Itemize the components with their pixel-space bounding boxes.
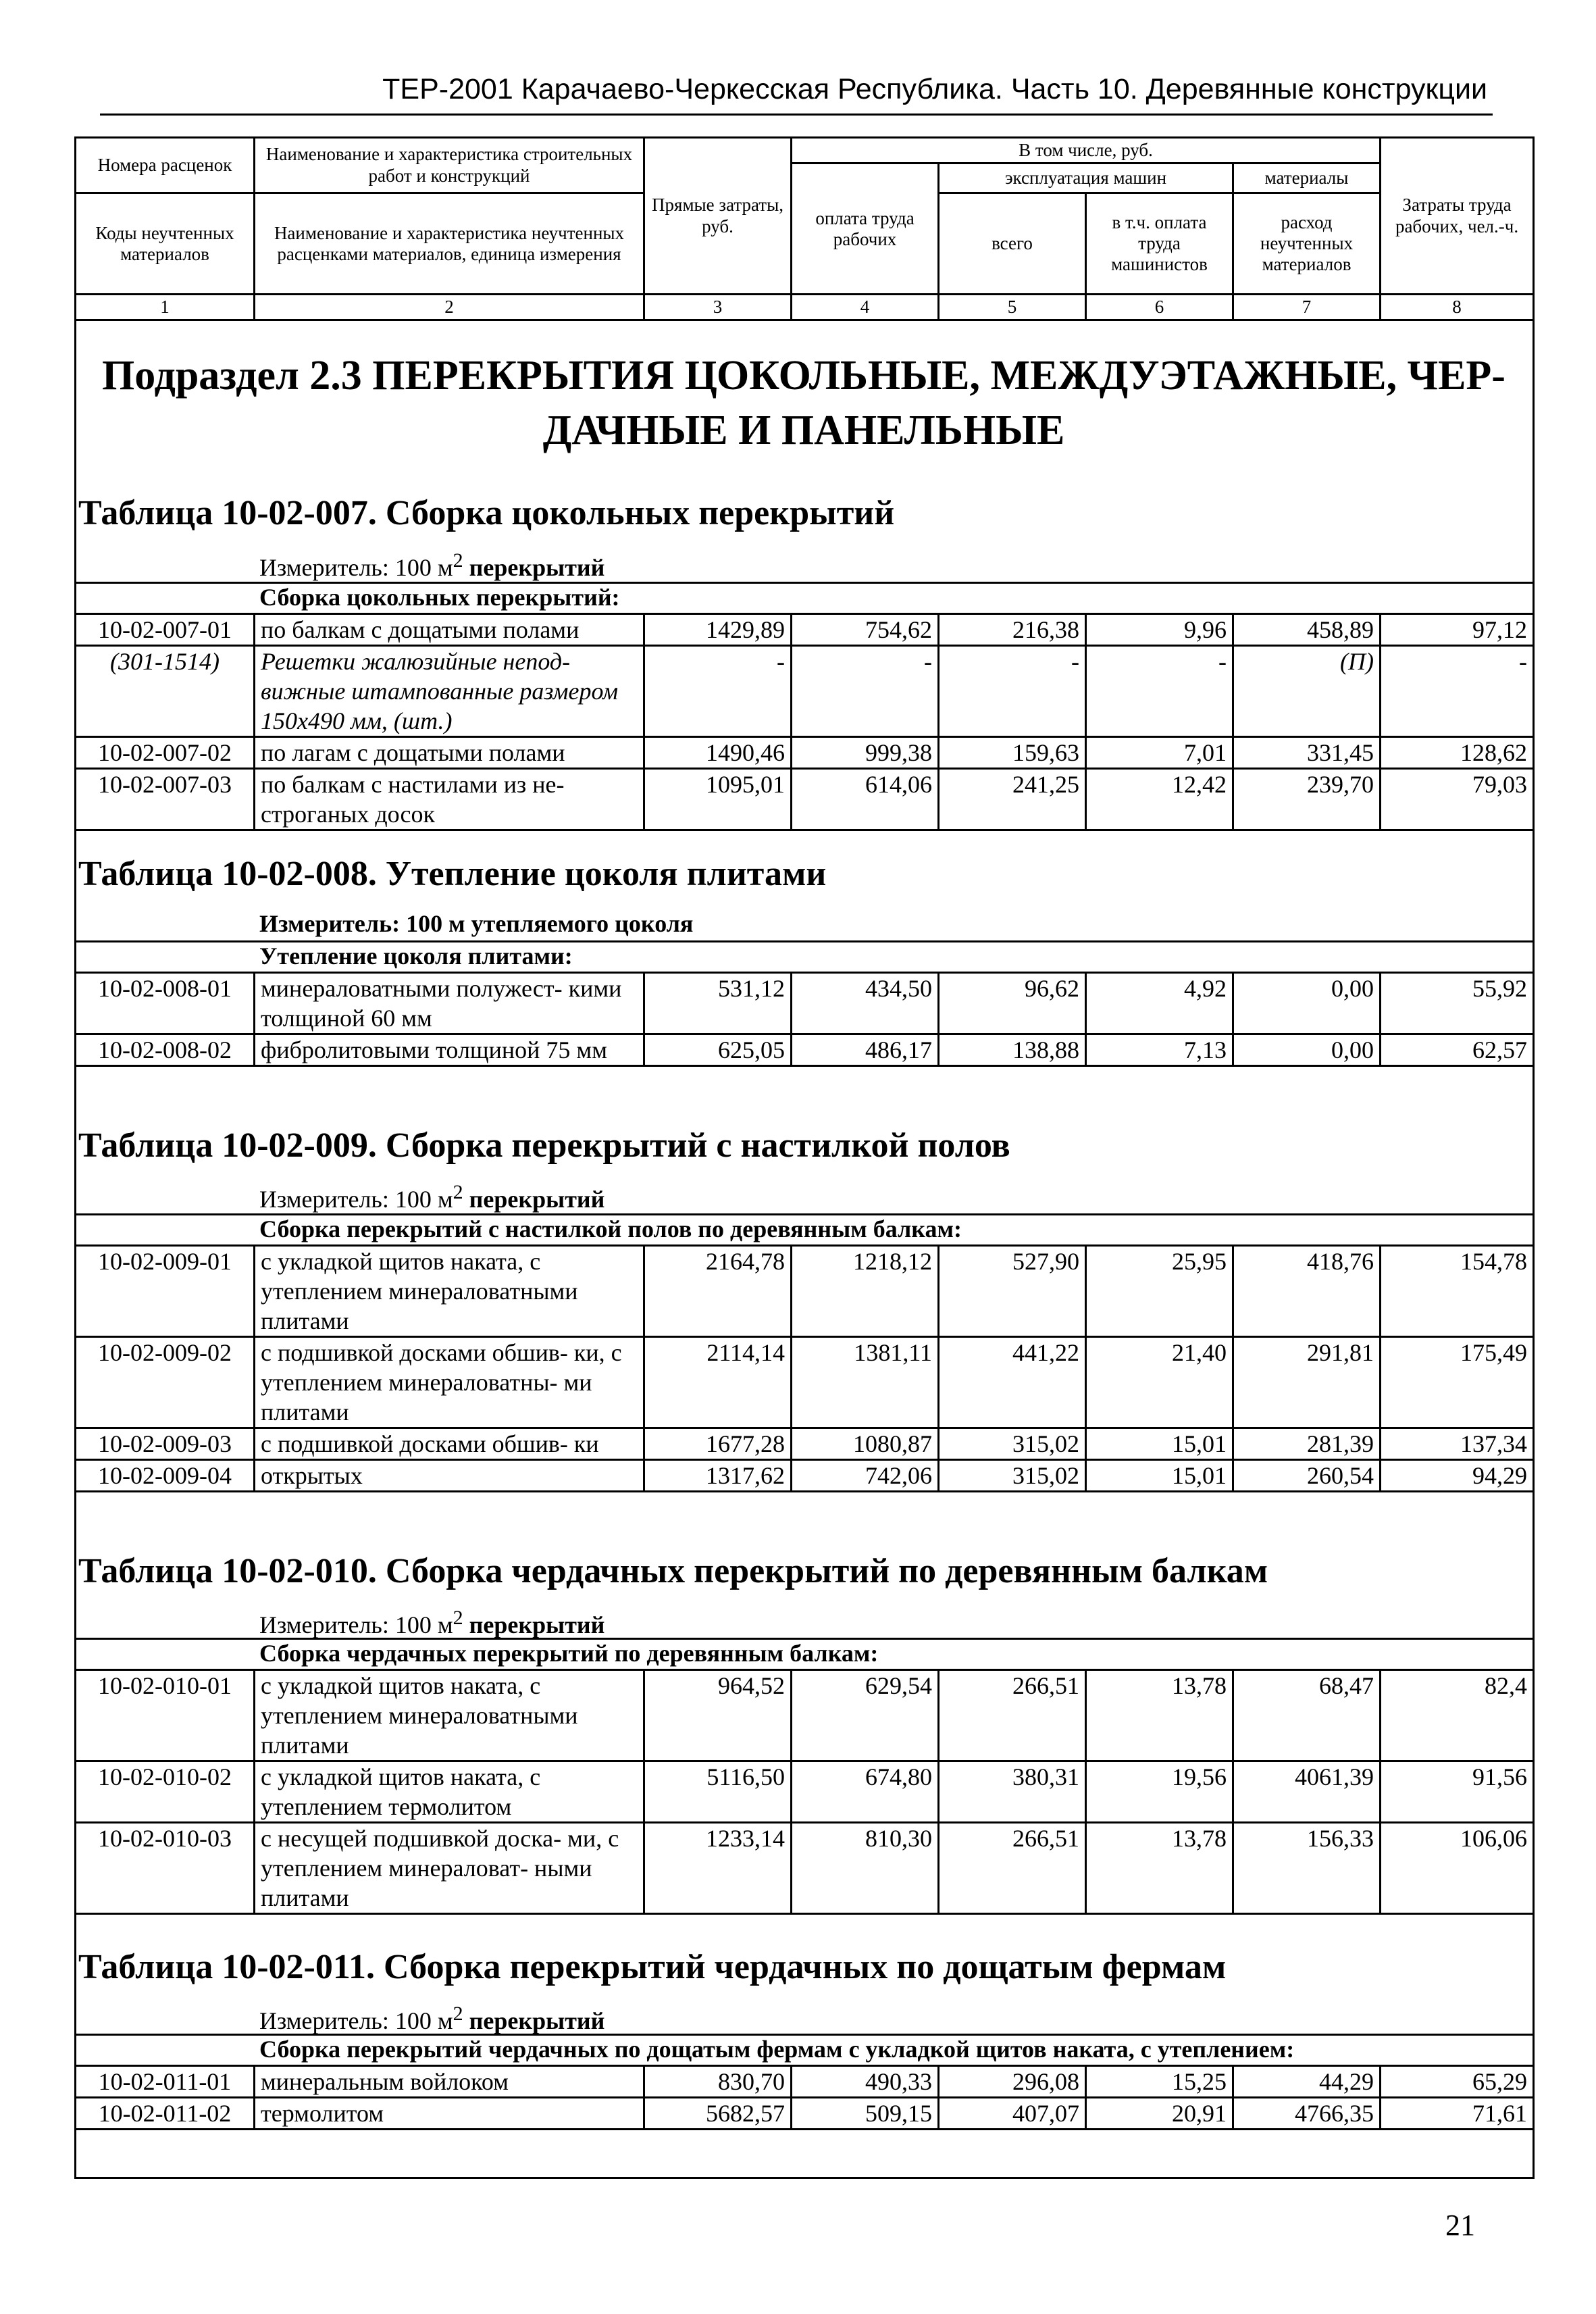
table-row: 10-02-009-04 открытых 1317,62 742,06 315,02 15,01 260,54 94,29 <box>76 1460 1534 1492</box>
header-num: 5 <box>939 295 1086 320</box>
table-009-unit: Измеритель: 100 $м^2$ перекрытий <box>259 1181 605 1213</box>
table-row: 10-02-008-01 минераловатными полужест- кими толщиной 60 мм 531,12 434,50 96,62 4,92 0,00 55,92 <box>76 973 1534 1034</box>
header-col2-top: Наименование и характеристика строительных работ и конструкций <box>255 138 644 193</box>
table-row: 10-02-010-01 с укладкой щитов наката, с утеплением минераловатными плитами 964,52 629,54 266,51 13,78 68,47 82,4 <box>76 1670 1534 1761</box>
table-010 <box>74 1669 1535 1915</box>
header-num: 7 <box>1233 295 1381 320</box>
header-col5: всего <box>939 193 1086 295</box>
header-num: 4 <box>792 295 939 320</box>
table-008-unit: Измеритель: 100 м утепляемого цоколя <box>259 910 694 937</box>
table-row: 10-02-010-03 с несущей подшивкой доска- ми, с утеплением минераловат- ными плитами 1233,14 810,30 266,51 13,78 156,33 106,06 <box>76 1823 1534 1914</box>
table-011-unit: Измеритель: 100 $м^2$ перекрытий <box>259 2003 605 2034</box>
running-header: ТЕР-2001 Карачаево-Черкесская Республика. Часть 10. Деревянные конструкции <box>382 73 1487 105</box>
table-row: 10-02-008-02 фибролитовыми толщиной 75 мм 625,05 486,17 138,88 7,13 0,00 62,57 <box>76 1034 1534 1066</box>
header-materials: материалы <box>1233 164 1381 193</box>
table-007-group: Сборка цокольных перекрытий: <box>259 584 620 611</box>
header-col3: Прямые затраты, руб. <box>644 138 792 295</box>
header-num: 1 <box>76 295 255 320</box>
header-num: 2 <box>255 295 644 320</box>
table-row: 10-02-007-01 по балкам с дощатыми полами 1429,89 754,62 216,38 9,96 458,89 97,12 <box>76 614 1534 646</box>
header-col4: оплата труда рабочих <box>792 164 939 295</box>
header-col8: Затраты труда рабочих, чел.-ч. <box>1381 138 1534 295</box>
table-011 <box>74 2065 1535 2130</box>
header-col7: расход неучтенных материалов <box>1233 193 1381 295</box>
table-009-group: Сборка перекрытий с настилкой полов по деревянным балкам: <box>259 1215 962 1242</box>
header-machines: эксплуатация машин <box>939 164 1233 193</box>
header-rule <box>100 114 1493 116</box>
table-007 <box>74 613 1535 831</box>
header-col2-bottom: Наименование и характеристика неучтенных расценками материалов, единица измерения <box>255 193 644 295</box>
table-008-title: Таблица 10-02-008. Утепление цоколя плитами <box>78 855 827 893</box>
header-col6: в т.ч. оплата труда машинистов <box>1086 193 1233 295</box>
table-008 <box>74 972 1535 1067</box>
table-008-group: Утепление цоколя плитами: <box>259 942 573 970</box>
table-011-group: Сборка перекрытий чердачных по дощатым фермам с укладкой щитов наката, с утеплением: <box>259 2036 1295 2063</box>
column-header-table <box>74 136 1535 321</box>
table-row: (301-1514) Решетки жалюзийные непод- вижные штампованные размером 150х490 мм, (шт.) - - - - (П) - <box>76 646 1534 737</box>
table-009 <box>74 1244 1535 1492</box>
table-010-title: Таблица 10-02-010. Сборка чердачных перекрытий по деревянным балкам <box>78 1552 1268 1590</box>
header-num: 8 <box>1381 295 1534 320</box>
table-010-group: Сборка чердачных перекрытий по деревянным балкам: <box>259 1640 879 1667</box>
header-num: 6 <box>1086 295 1233 320</box>
table-row: 10-02-009-03 с подшивкой досками обшив- ки 1677,28 1080,87 315,02 15,01 281,39 137,34 <box>76 1428 1534 1460</box>
subsection-title: Подраздел 2.3 ПЕРЕКРЫТИЯ ЦОКОЛЬНЫЕ, МЕЖДУЭТАЖНЫЕ, ЧЕР- ДАЧНЫЕ И ПАНЕЛЬНЫЕ <box>102 353 1505 453</box>
page-number: 21 <box>1445 2209 1475 2242</box>
table-row: 10-02-007-03 по балкам с настилами из не- строганых досок 1095,01 614,06 241,25 12,42 239,70 79,03 <box>76 769 1534 830</box>
table-row: 10-02-011-02 термолитом 5682,57 509,15 407,07 20,91 4766,35 71,61 <box>76 2098 1534 2130</box>
header-col1-bottom: Коды неучтенных материалов <box>76 193 255 295</box>
table-007-title: Таблица 10-02-007. Сборка цокольных перекрытий <box>78 494 895 532</box>
table-row: 10-02-009-01 с укладкой щитов наката, с утеплением минераловатными плитами 2164,78 1218,12 527,90 25,95 418,76 154,78 <box>76 1246 1534 1337</box>
table-row: 10-02-007-02 по лагам с дощатыми полами 1490,46 999,38 159,63 7,01 331,45 128,62 <box>76 737 1534 769</box>
header-num: 3 <box>644 295 792 320</box>
table-010-unit: Измеритель: 100 $м^2$ перекрытий <box>259 1607 605 1638</box>
header-group: В том числе, руб. <box>792 138 1381 164</box>
table-007-unit: Измеритель: 100 $м^2$ перекрытий <box>259 549 605 581</box>
table-009-title: Таблица 10-02-009. Сборка перекрытий с настилкой полов <box>78 1126 1010 1165</box>
table-row: 10-02-011-01 минеральным войлоком 830,70 490,33 296,08 15,25 44,29 65,29 <box>76 2066 1534 2098</box>
header-col1-top: Номера расценок <box>76 138 255 193</box>
table-row: 10-02-009-02 с подшивкой досками обшив- ки, с утеплением минераловатны- ми плитами 2114,14 1381,11 441,22 21,40 291,81 175,49 <box>76 1337 1534 1428</box>
table-row: 10-02-010-02 с укладкой щитов наката, с утеплением термолитом 5116,50 674,80 380,31 19,56 4061,39 91,56 <box>76 1761 1534 1823</box>
table-011-title: Таблица 10-02-011. Сборка перекрытий чердачных по дощатым фермам <box>78 1948 1227 1986</box>
